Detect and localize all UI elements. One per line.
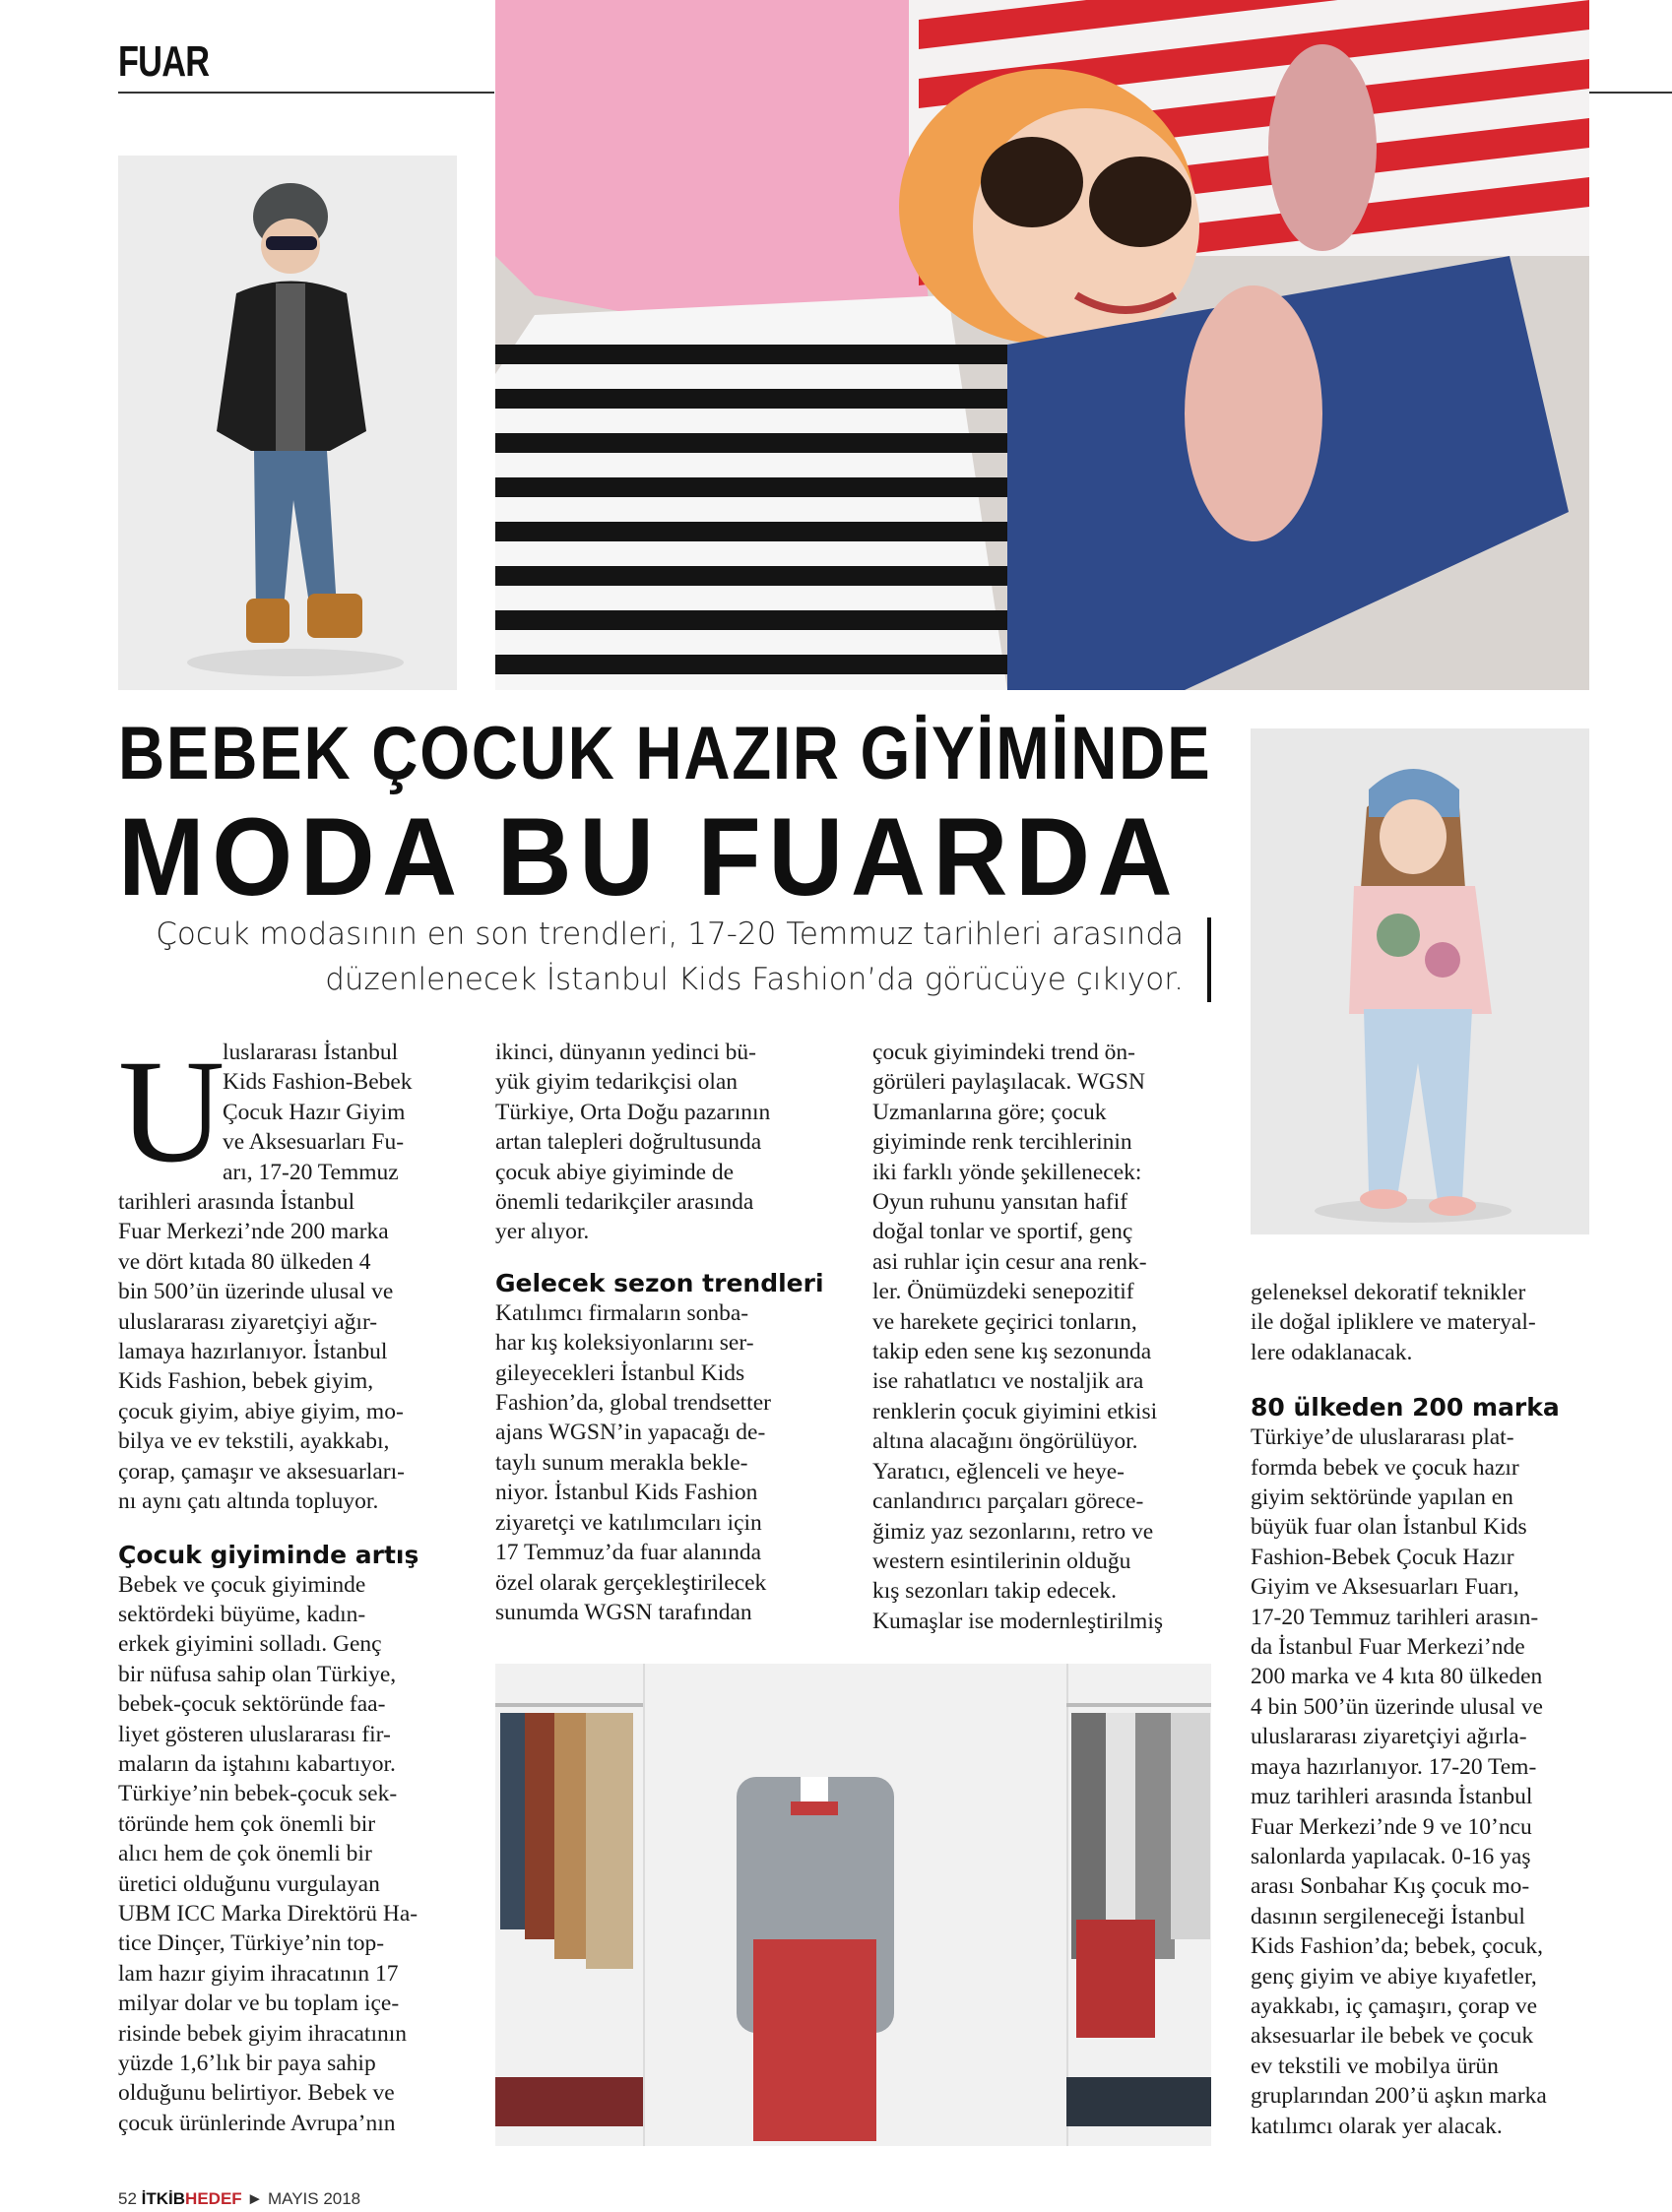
text-line: asi ruhlar için cesur ana renk- (872, 1248, 1147, 1275)
text-line: giyiminde renk tercihlerinin (872, 1129, 1132, 1156)
text-line: bir nüfusa sahip olan Türkiye, (118, 1661, 397, 1687)
page-footer (118, 2189, 360, 2209)
section-label: FUAR (118, 37, 210, 86)
text-line: milyar dolar ve bu toplam içe- (118, 1991, 400, 2017)
paragraph (495, 1298, 835, 1627)
text-line: nı aynı çatı altında topluyor. (118, 1488, 379, 1515)
section-heading: 80 ülkeden 200 marka (1251, 1393, 1560, 1422)
text-line: ve harekete geçirici tonların, (872, 1308, 1137, 1335)
brand-logo-part2: HEDEF (185, 2189, 242, 2208)
column-1 (118, 1030, 463, 2138)
text-line: gruplarından 200’ü aşkın marka (1251, 2083, 1547, 2110)
text-line: sunumda WGSN tarafından (495, 1599, 752, 1625)
text-line: taylı sunum merakla bekle- (495, 1449, 748, 1476)
column-2 (495, 1038, 835, 1627)
text-line: UBM ICC Marka Direktörü Ha- (118, 1900, 418, 1927)
text-line: liyet gösteren uluslararası fir- (118, 1721, 391, 1747)
text-line: ve dört kıtada 80 ülkeden 4 (118, 1248, 371, 1275)
section-heading: Gelecek sezon trendleri (495, 1268, 824, 1297)
photo-girl-sunglasses (495, 0, 1589, 690)
text-line: yer alıyor. (495, 1219, 590, 1245)
text-line: önemli tedarikçiler arasında (495, 1189, 754, 1216)
text-line: tice Dinçer, Türkiye’nin top- (118, 1930, 385, 1957)
brand-logo-part1: İTKİB (141, 2189, 186, 2208)
text-line: doğal tonlar ve sportif, genç (872, 1219, 1133, 1245)
text-line: kış sezonları takip edecek. (872, 1578, 1117, 1605)
text-line: 4 bin 500’ün üzerinde ulusal ve (1251, 1693, 1543, 1720)
column-3 (872, 1038, 1212, 1636)
column-4 (1251, 1278, 1590, 2141)
text-line: Kumaşlar ise modernleştirilmiş (872, 1608, 1164, 1634)
text-line: alıcı hem de çok önemli bir (118, 1841, 372, 1867)
headline-line1: BEBEK ÇOCUK HAZIR GİYİMİNDE (118, 712, 1212, 795)
page-number: 52 (118, 2189, 137, 2208)
text-line: gileyecekleri İstanbul Kids (495, 1359, 745, 1386)
text-line: ğimiz yaz sezonlarını, retro ve (872, 1518, 1154, 1545)
text-line: ayakkabı, iç çamaşırı, çorap ve (1251, 1992, 1537, 2019)
text-line: Bebek ve çocuk giyiminde (118, 1571, 366, 1598)
paragraph (872, 1038, 1212, 1636)
issue-date: ► MAYIS 2018 (246, 2189, 361, 2208)
text-line: yüzde 1,6’lık bir paya sahip (118, 2051, 376, 2076)
text-line: Türkiye’nin bebek-çocuk sek- (118, 1781, 398, 1807)
text-line: olduğunu belirtiyor. Bebek ve (118, 2080, 395, 2107)
text-line: dasının sergileneceği İstanbul (1251, 1903, 1525, 1929)
paragraph (1251, 1422, 1590, 2141)
text-line: ikinci, dünyanın yedinci bü- (495, 1040, 756, 1065)
photo-boy-jacket (118, 156, 457, 690)
header-rule (118, 92, 494, 94)
photo-girl-beanie (1251, 728, 1589, 1234)
text-line: çocuk ürünlerinde Avrupa’nın (118, 2110, 396, 2136)
text-line: Fuar Merkezi’nde 200 marka (118, 1219, 389, 1245)
section-heading: Çocuk giyiminde artış (118, 1540, 419, 1569)
text-line: bilya ve ev tekstili, ayakkabı, (118, 1428, 390, 1455)
text-line: tarihleri arasında İstanbul (118, 1189, 355, 1216)
text-line: har kış koleksiyonlarını ser- (495, 1330, 754, 1357)
text-line: arası Sonbahar Kış çocuk mo- (1251, 1873, 1530, 1900)
text-line: risinde bebek giyim ihracatının (118, 2020, 408, 2047)
text-line: lam hazır giyim ihracatının 17 (118, 1960, 399, 1987)
text-line: ler. Önümüzdeki senepozitif (872, 1279, 1134, 1305)
text-line: western esintilerinin olduğu (872, 1548, 1131, 1574)
headline-line2: MODA BU FUARDA (118, 795, 1181, 918)
text-line: maların da iştahını kabartıyor. (118, 1750, 396, 1777)
text-line: da İstanbul Fuar Merkezi’nde (1251, 1634, 1525, 1661)
text-line: Türkiye, Orta Doğu pazarının (495, 1099, 771, 1125)
intro-paragraph (118, 1030, 463, 1517)
text-line: muz tarihleri arasında İstanbul (1251, 1784, 1533, 1810)
photo-clothing-racks (495, 1664, 1211, 2146)
text-line: çocuk giyimindeki trend ön- (872, 1040, 1135, 1065)
text-line: Çocuk Hazır Giyim (223, 1099, 406, 1125)
text-line: ev tekstili ve mobilya ürün (1251, 2053, 1499, 2079)
text-line: çorap, çamaşır ve aksesuarları- (118, 1458, 405, 1485)
text-line: çocuk abiye giyiminde de (495, 1159, 735, 1185)
text-line: lamaya hazırlanıyor. İstanbul (118, 1339, 388, 1365)
text-line: bebek-çocuk sektöründe faa- (118, 1691, 386, 1718)
text-line: Fashion’da, global trendsetter (495, 1390, 771, 1417)
text-line: 200 marka ve 4 kıta 80 ülkeden (1251, 1664, 1543, 1690)
text-line: görüleri paylaşılacak. WGSN (872, 1069, 1145, 1096)
text-line: artan talepleri doğrultusunda (495, 1129, 762, 1156)
text-line: Kids Fashion-Bebek (223, 1069, 413, 1096)
text-line: genç giyim ve abiye kıyafetler, (1251, 1963, 1537, 1990)
text-line: maya hazırlanıyor. 17-20 Tem- (1251, 1753, 1537, 1780)
text-line: Kids Fashion, bebek giyim, (118, 1368, 374, 1395)
text-line: çocuk giyim, abiye giyim, mo- (118, 1398, 404, 1424)
text-line: altına alacağını öngörülüyor. (872, 1428, 1138, 1455)
text-line: özel olarak gerçekleştirilecek (495, 1569, 767, 1596)
text-line: Fashion-Bebek Çocuk Hazır (1251, 1544, 1514, 1570)
text-line: töründe hem çok önemli bir (118, 1810, 376, 1837)
text-line: Kids Fashion’da; bebek, çocuk, (1251, 1933, 1543, 1960)
text-line: sektördeki büyüme, kadın- (118, 1601, 366, 1627)
text-line: büyük fuar olan İstanbul Kids (1251, 1514, 1527, 1541)
subtitle-line2: düzenlenecek İstanbul Kids Fashion’da görücüye çıkıyor. (325, 962, 1184, 997)
text-line: Türkiye’de uluslararası plat- (1251, 1424, 1514, 1451)
text-line: niyor. İstanbul Kids Fashion (495, 1480, 758, 1506)
text-line: salonlarda yapılacak. 0-16 yaş (1251, 1843, 1531, 1869)
text-line: 17-20 Temmuz tarihleri arasın- (1251, 1604, 1539, 1630)
text-line: takip eden sene kış sezonunda (872, 1339, 1152, 1365)
paragraph (1251, 1278, 1590, 1367)
text-line: canlandırıcı parçaları görece- (872, 1488, 1144, 1515)
text-line: iki farklı yönde şekillenecek: (872, 1159, 1142, 1185)
text-line: bin 500’ün üzerinde ulusal ve (118, 1279, 394, 1305)
subtitle (118, 912, 1184, 1002)
text-line: giyim sektöründe yapılan en (1251, 1485, 1513, 1511)
text-line: 17 Temmuz’da fuar alanında (495, 1540, 762, 1566)
text-line: Oyun ruhunu yansıtan hafif (872, 1189, 1128, 1216)
text-line: ajans WGSN’in yapacağı de- (495, 1420, 766, 1446)
text-line: uluslararası ziyaretçiyi ağır- (118, 1308, 378, 1335)
text-line: luslararası İstanbul (223, 1040, 399, 1065)
text-line: renklerin çocuk giyimini etkisi (872, 1398, 1158, 1424)
text-line: katılımcı olarak yer alacak. (1251, 2113, 1503, 2139)
text-line: lere odaklanacak. (1251, 1339, 1413, 1365)
text-line: ve Aksesuarları Fu- (223, 1129, 405, 1156)
text-line: formda bebek ve çocuk hazır (1251, 1454, 1519, 1481)
text-line: Fuar Merkezi’nde 9 ve 10’ncu (1251, 1813, 1532, 1840)
header-rule-right (1589, 92, 1672, 94)
subtitle-bar (1207, 917, 1211, 1002)
text-line: erkek giyimini solladı. Genç (118, 1631, 382, 1658)
subtitle-line1: Çocuk modasının en son trendleri, 17-20 Temmuz tarihleri arasında (156, 916, 1184, 952)
text-line: ziyaretçi ve katılımcıları için (495, 1509, 762, 1536)
text-line: yük giyim tedarikçisi olan (495, 1069, 739, 1096)
text-line: Giyim ve Aksesuarları Fuarı, (1251, 1574, 1519, 1601)
paragraph (118, 1570, 463, 2139)
text-line: Katılımcı firmaların sonba- (495, 1299, 749, 1326)
text-line: ise rahatlatıcı ve nostaljik ara (872, 1368, 1144, 1395)
dropcap: U (118, 1030, 225, 1193)
text-line: üretici olduğunu vurgulayan (118, 1870, 380, 1897)
paragraph (495, 1038, 835, 1247)
text-line: Uzmanlarına göre; çocuk (872, 1099, 1107, 1125)
text-line: uluslararası ziyaretçiyi ağırla- (1251, 1724, 1527, 1750)
text-line: Yaratıcı, eğlenceli ve heye- (872, 1458, 1125, 1485)
text-line: arı, 17-20 Temmuz (223, 1159, 399, 1185)
text-line: geleneksel dekoratif teknikler (1251, 1280, 1526, 1305)
text-line: aksesuarlar ile bebek ve çocuk (1251, 2023, 1534, 2050)
text-line: ile doğal ipliklere ve materyal- (1251, 1309, 1536, 1336)
